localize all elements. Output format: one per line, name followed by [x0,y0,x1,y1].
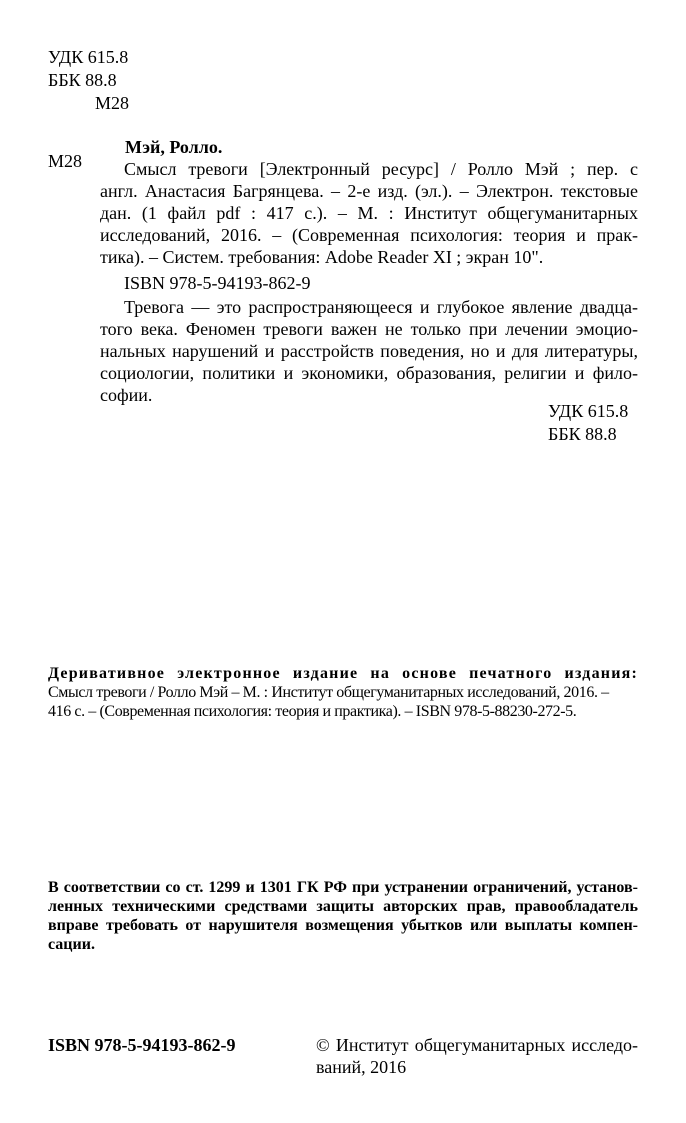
abstract-line: Тревога — это распространяющееся и глубокое явление двадца- [124,297,638,317]
abstract-line: софии. [100,385,153,405]
derivative-line: 416 с. – (Современная психология: теория и практика). – ISBN 978-5-88230-272-5. [48,703,577,720]
notice-line: вправе требовать от нарушителя возмещения убытков или выплаты компен- [48,917,638,934]
notice-line: сации. [48,936,95,953]
udk-code: УДК 615.8 [48,47,129,67]
derivative-line: Смысл тревоги / Ролло Мэй – М. : Институт общегуманитарных исследований, 2016. – [48,684,609,701]
record-line: исследований, 2016. – (Современная психология: теория и прак- [100,225,638,245]
derivative-edition-note [48,664,638,721]
record-author-mark: М28 [48,151,83,171]
abstract-line: того века. Феномен тревоги важен не только при лечении эмоцио- [100,319,638,339]
copyright-notice [48,878,638,954]
footer-isbn: ISBN 978-5-94193-862-9 [48,1035,236,1055]
abstract-line: социологии, политики и экономики, образования, религии и фило- [100,363,638,383]
abstract [100,296,638,406]
notice-line: ленных техническими средствами защиты авторских прав, правообладатель [48,898,638,915]
footer-copyright [316,1034,638,1078]
author-mark: М28 [95,93,130,113]
bibliographic-description [100,158,638,268]
abstract-line: нальных нарушений и расстройств поведения, но и для литературы, [100,341,638,361]
record-line: дан. (1 файл pdf : 417 с.). – М. : Институт общегуманитарных [100,203,638,223]
record-line: тика). – Систем. требования: Adobe Reader XI ; экран 10". [100,247,544,267]
record-line: Смысл тревоги [Электронный ресурс] / Ролло Мэй ; пер. с [124,159,638,179]
derivative-heading: Деривативное электронное издание на основе печатного издания: [48,665,638,682]
bbk-code: ББК 88.8 [48,70,117,90]
abstract-udk: УДК 615.8 [548,401,629,421]
copyright-line: ваний, 2016 [316,1057,407,1077]
record-line: англ. Анастасия Багрянцева. – 2-е изд. (эл.). – Электрон. текстовые [100,181,638,201]
notice-line: В соответствии со ст. 1299 и 1301 ГК РФ при устранении ограничений, установ- [48,879,638,896]
abstract-bbk: ББК 88.8 [548,424,617,444]
copyright-line: © Институт общегуманитарных исследо- [316,1035,638,1055]
record-isbn: ISBN 978-5-94193-862-9 [124,273,311,293]
author-heading: Мэй, Ролло. [125,137,223,157]
